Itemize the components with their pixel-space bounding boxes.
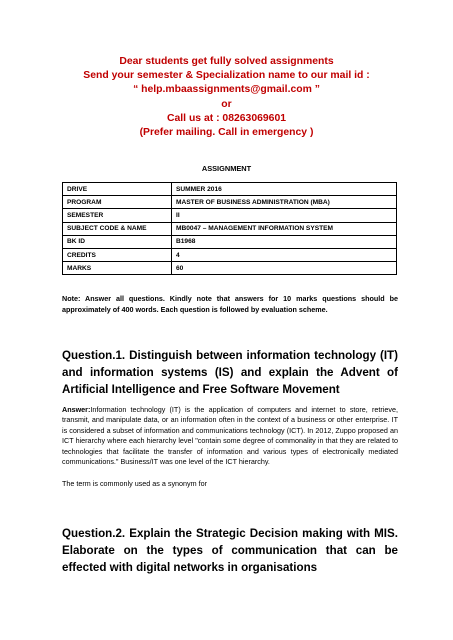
answer-label: Answer: <box>62 405 91 414</box>
table-cell-value: II <box>172 209 397 222</box>
table-cell-key: DRIVE <box>63 183 172 196</box>
header-email[interactable]: “ help.mbaassignments@gmail.com ” <box>133 84 320 96</box>
header-or: or <box>221 98 232 110</box>
table-row <box>63 248 397 261</box>
table-cell-key: BK ID <box>63 235 172 248</box>
table-row <box>63 222 397 235</box>
header-line-6: (Prefer mailing. Call in emergency ) <box>139 127 314 139</box>
table-row <box>63 262 397 275</box>
question-2: Question.2. Explain the Strategic Decision making with MIS. Elaborate on the types of communication that can be effected with digital networks in organisations <box>62 527 398 574</box>
instructions-note: Note: Answer all questions. Kindly note that answers for 10 marks questions should be approximately of 400 words. Each question is followed by evaluation scheme. <box>62 294 398 314</box>
answer-continuation: The term is commonly used as a synonym for <box>62 479 207 488</box>
table-cell-key: MARKS <box>63 262 172 275</box>
table-cell-value: MASTER OF BUSINESS ADMINISTRATION (MBA) <box>172 196 397 209</box>
table-cell-value: 4 <box>172 248 397 261</box>
table-cell-key: PROGRAM <box>63 196 172 209</box>
assignment-title: ASSIGNMENT <box>201 164 252 173</box>
table-cell-key: SUBJECT CODE & NAME <box>63 222 172 235</box>
table-cell-value: B1968 <box>172 235 397 248</box>
header-line-2: Send your semester & Specialization name to our mail id : <box>83 70 370 82</box>
table-cell-key: CREDITS <box>63 248 172 261</box>
table-row <box>63 235 397 248</box>
table-cell-value: SUMMER 2016 <box>172 183 397 196</box>
table-cell-key: SEMESTER <box>63 209 172 222</box>
table-row <box>63 209 397 222</box>
assignment-info-table <box>62 182 397 275</box>
question-1: Question.1. Distinguish between information technology (IT) and information systems (IS) and explain the Advent of Artificial Intelligence and Free Software Movement <box>62 349 398 396</box>
table-row <box>63 183 397 196</box>
contact-header <box>0 55 453 140</box>
table-cell-value: 60 <box>172 262 397 275</box>
header-line-1: Dear students get fully solved assignments <box>119 56 334 67</box>
table-row <box>63 196 397 209</box>
header-phone: Call us at : 08263069601 <box>167 112 286 124</box>
answer-text: Information technology (IT) is the application of computers and internet to store, retrieve, transmit, and manipulate data, or an information often in the context of a business or other enterprise. IT is considered a subset of information and communications technology (ICT). In 2012, Zuppo proposed an ICT hierarchy where each hierarchy level "contain some degree of commonality in that they are related to technologies that facilitate the transfer of information and various types of electronically mediated communications." Business/IT was one level of the ICT hierarchy. <box>62 405 398 467</box>
table-cell-value: MB0047 – MANAGEMENT INFORMATION SYSTEM <box>172 222 397 235</box>
answer-1 <box>62 405 398 467</box>
